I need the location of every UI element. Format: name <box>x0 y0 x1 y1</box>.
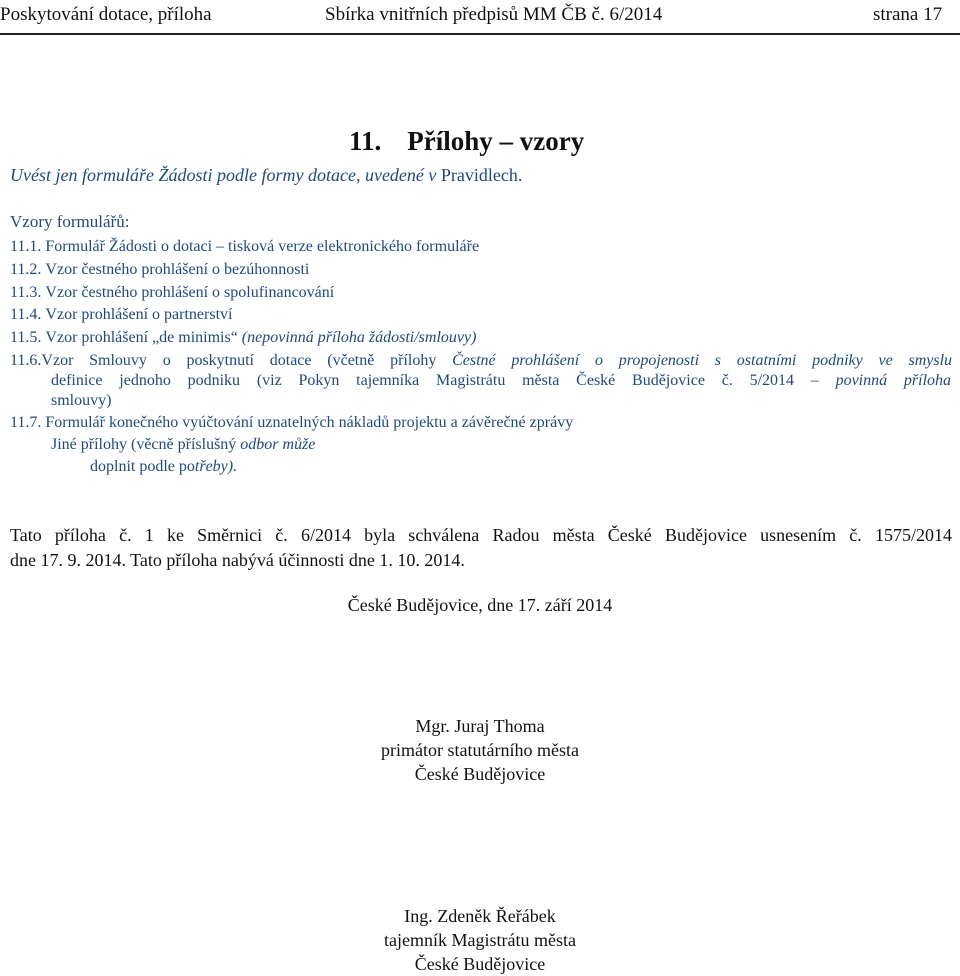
place-date: České Budějovice, dne 17. září 2014 <box>347 595 613 615</box>
signatory-1-role: primátor statutárního města <box>381 740 579 760</box>
page-title <box>349 126 584 157</box>
header-rule <box>0 33 960 35</box>
header-left: Poskytování dotace, příloha <box>0 4 212 25</box>
list-item-6-line3: smlouvy) <box>51 392 112 409</box>
list-item-7-sub2: doplnit podle potřeby). <box>90 458 238 475</box>
approval-line-2: dne 17. 9. 2014. Tato příloha nabývá účinnosti dne 1. 10. 2014. <box>10 550 465 570</box>
list-item: 11.4. Vzor prohlášení o partnerství <box>10 306 233 323</box>
list-item: 11.5. Vzor prohlášení „de minimis“ (nepovinná příloha žádosti/smlouvy) <box>10 329 477 346</box>
forms-heading: Vzory formulářů: <box>10 212 130 231</box>
signatory-2-role: tajemník Magistrátu města <box>384 930 576 950</box>
list-item-7: 11.7. Formulář konečného vyúčtování uznatelných nákladů projektu a závěrečné zprávy <box>10 414 574 431</box>
intro-italic: Uvést jen formuláře Žádosti podle formy dotace, uvedené v <box>10 165 437 185</box>
header-center: Sbírka vnitřních předpisů MM ČB č. 6/2014 <box>325 4 663 25</box>
list-item-6-line2: definice jednoho podniku (viz Pokyn tajemníka Magistrátu města České Budějovice č. 5/2014 – povinná příloha <box>51 372 952 389</box>
chapter-title: Přílohy – vzory <box>407 126 585 156</box>
chapter-number: 11. <box>349 126 382 156</box>
signatory-2-name: Ing. Zdeněk Řeřábek <box>404 906 556 926</box>
list-item: 11.2. Vzor čestného prohlášení o bezúhonnosti <box>10 261 310 278</box>
signatory-1-city: České Budějovice <box>414 764 546 784</box>
list-item-6: 11.6.Vzor Smlouvy o poskytnutí dotace (včetně přílohy Čestné prohlášení o propojenosti s ostatními podniky ve smyslu <box>10 352 953 369</box>
approval-line-1: Tato příloha č. 1 ke Směrnici č. 6/2014 byla schválena Radou města České Budějovice usnesením č. 1575/2014 <box>10 525 952 545</box>
signatory-1-name: Mgr. Juraj Thoma <box>415 716 545 736</box>
intro-plain: Pravidlech. <box>440 165 523 185</box>
list-item: 11.3. Vzor čestného prohlášení o spolufinancování <box>10 284 335 301</box>
list-item-7-sub1: Jiné přílohy (věcně příslušný odbor může <box>51 436 316 453</box>
signatory-2-city: České Budějovice <box>414 954 546 974</box>
header-right: strana 17 <box>873 4 943 25</box>
list-item: 11.1. Formulář Žádosti o dotaci – tisková verze elektronického formuláře <box>10 238 480 255</box>
intro-text <box>10 165 522 186</box>
